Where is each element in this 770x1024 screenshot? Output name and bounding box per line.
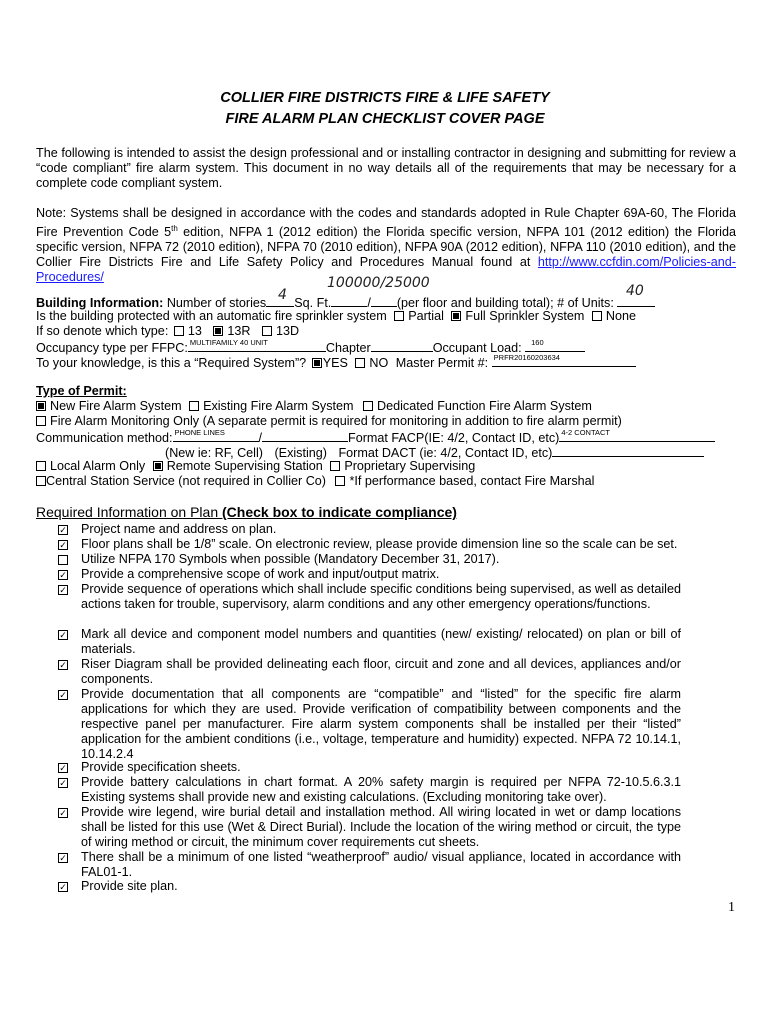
- occupancy-value: MULTIFAMILY 40 UNIT: [189, 338, 268, 347]
- required-info-item: Utilize NFPA 170 Symbols when possible (Mandatory December 31, 2017).: [81, 552, 500, 566]
- communication-method-label: Communication method:: [36, 431, 173, 445]
- master-permit-field[interactable]: [492, 354, 636, 367]
- performance-based-label: *If performance based, contact Fire Marshal: [349, 474, 595, 488]
- local-alarm-checkbox[interactable]: [36, 461, 46, 471]
- stories-field[interactable]: [266, 294, 294, 307]
- sprinkler-question: Is the building protected with an automatic fire sprinkler system: [36, 309, 387, 323]
- document-title-line1: COLLIER FIRE DISTRICTS FIRE & LIFE SAFETY: [220, 90, 550, 106]
- type-13r-label: 13R: [227, 324, 251, 338]
- communication-method-value: PHONE LINES: [174, 428, 225, 437]
- note-superscript: th: [171, 224, 178, 233]
- required-info-item: Provide battery calculations in chart format. A 20% safety margin is required per NFPA 72-10.5.6.3.1 Existing systems shall provide new and existing calculations. (Excluding monitoring take over).: [81, 775, 681, 804]
- chapter-field[interactable]: [371, 339, 433, 352]
- master-permit-value: PRFR20160203634: [493, 353, 560, 362]
- communication-separator: /: [258, 431, 262, 445]
- sprinkler-line: [36, 309, 636, 324]
- required-info-item: Mark all device and component model numbers and quantities (new/ existing/ relocated) on plan or bill of materials.: [81, 627, 681, 656]
- occupant-load-value: 160: [531, 338, 544, 347]
- dedicated-function-checkbox[interactable]: [363, 401, 373, 411]
- compliance-checkbox[interactable]: ✓: [59, 690, 67, 700]
- required-system-question: To your knowledge, is this a “Required System”?: [36, 356, 307, 370]
- sqft-label: Sq. Ft.: [294, 296, 332, 310]
- units-field[interactable]: [617, 294, 655, 307]
- yes-checkbox[interactable]: [312, 358, 322, 368]
- central-station-label: Central Station Service (not required in Collier Co): [46, 474, 326, 488]
- existing-paren-label: (Existing): [274, 446, 327, 460]
- type-13-label: 13: [187, 324, 202, 338]
- monitoring-only-label: Fire Alarm Monitoring Only (A separate permit is required for monitoring in addition to fire alarm permit): [50, 414, 622, 428]
- performance-based-checkbox[interactable]: [335, 476, 345, 486]
- required-info-item: Provide sequence of operations which shall include specific conditions being supervised, as well as detailed actions taken for trouble, supervisory, alarm conditions and any other emergency operations/functions.: [81, 582, 681, 611]
- communication-existing-field[interactable]: [262, 429, 348, 442]
- none-checkbox[interactable]: [592, 311, 602, 321]
- permit-type-heading: Type of Permit:: [36, 384, 127, 398]
- existing-system-label: Existing Fire Alarm System: [203, 399, 354, 413]
- new-system-label: New Fire Alarm System: [50, 399, 182, 413]
- no-checkbox[interactable]: [355, 358, 365, 368]
- full-sprinkler-label: Full Sprinkler System: [465, 309, 585, 323]
- permit-type-line1: [36, 399, 592, 414]
- sqft-separator: /: [367, 296, 371, 310]
- remote-supervising-label: Remote Supervising Station: [166, 459, 323, 473]
- policies-link[interactable]: http://www.ccfdin.com/Policies-and-Procedures/: [36, 255, 736, 285]
- format-dact-field[interactable]: [552, 444, 704, 457]
- document-title-line2: FIRE ALARM PLAN CHECKLIST COVER PAGE: [225, 111, 545, 127]
- handwritten-stories: 4: [278, 287, 287, 303]
- compliance-checkbox[interactable]: ✓: [59, 763, 67, 773]
- local-alarm-label: Local Alarm Only: [50, 459, 146, 473]
- required-info-item: Provide a comprehensive scope of work and input/output matrix.: [81, 567, 440, 581]
- required-system-line: [36, 354, 636, 371]
- permit-type-line2: [36, 414, 622, 429]
- none-label: None: [605, 309, 636, 323]
- compliance-checkbox[interactable]: ✓: [59, 660, 67, 670]
- compliance-checkbox[interactable]: ✓: [59, 540, 67, 550]
- partial-checkbox[interactable]: [394, 311, 404, 321]
- central-station-line: [36, 474, 594, 489]
- note-text-a: Note: Systems shall be designed in accordance with the codes and standards adopted in Rule Chapter 69A-60, The Florida Fire Prevention Code 5: [36, 206, 736, 240]
- units-label: (per floor and building total); # of Units:: [396, 296, 614, 310]
- occupancy-label: Occupancy type per FFPC:: [36, 341, 188, 355]
- communication-new-field[interactable]: [173, 429, 259, 442]
- no-label: NO: [369, 356, 389, 370]
- required-info-item: Provide site plan.: [81, 879, 178, 893]
- required-info-item: Provide specification sheets.: [81, 760, 241, 774]
- occupant-load-label: Occupant Load:: [432, 341, 522, 355]
- chapter-label: Chapter: [325, 341, 371, 355]
- dedicated-function-label: Dedicated Function Fire Alarm System: [377, 399, 592, 413]
- required-info-item: Provide documentation that all components are “compatible” and “listed” for the specific fire alarm applications for which they are used. Provide verification of compatibility between components and the respective panel per manufacturer. Fire alarm system components shall be installed per their “listed” application for the ambient conditions (i.e., voltage, temperature and humidity) expected. NFPA 72 10.14.1, 10.14.2.4: [81, 687, 681, 761]
- sqft-floor-field[interactable]: [331, 294, 367, 307]
- master-permit-label: Master Permit #:: [395, 356, 489, 370]
- type-13-checkbox[interactable]: [174, 326, 184, 336]
- page-number: 1: [728, 900, 735, 915]
- monitoring-only-checkbox[interactable]: [36, 416, 46, 426]
- compliance-checkbox[interactable]: ✓: [59, 808, 67, 818]
- required-info-item: Floor plans shall be 1/8” scale. On electronic review, please provide dimension line so the scale can be set.: [81, 537, 678, 551]
- note-paragraph: [36, 206, 736, 285]
- full-sprinkler-checkbox[interactable]: [451, 311, 461, 321]
- occupancy-field[interactable]: [188, 339, 326, 352]
- required-info-item: Project name and address on plan.: [81, 522, 277, 536]
- new-ie-label: (New ie: RF, Cell): [165, 446, 263, 460]
- supervision-line: [36, 459, 475, 474]
- handwritten-units: 40: [626, 283, 644, 299]
- format-dact-label: Format DACT (ie: 4/2, Contact ID, etc): [338, 446, 553, 460]
- yes-label: YES: [322, 356, 348, 370]
- existing-system-checkbox[interactable]: [189, 401, 199, 411]
- compliance-checkbox[interactable]: ✓: [59, 570, 67, 580]
- format-facp-field[interactable]: [559, 429, 715, 442]
- compliance-checkbox[interactable]: ✓: [59, 882, 67, 892]
- new-system-checkbox[interactable]: [36, 401, 46, 411]
- required-info-heading-text: Required Information on Plan: [36, 504, 222, 520]
- note-text-b: edition, NFPA 1 (2012 edition) the Florida specific version, NFPA 101 (2012 edition) the Florida specific version, NFPA 72 (2010 edition), NFPA 70 (2010 edition), NFPA 90A (2012 edition), NFPA 110 (2010 edition), and the Collier Fire Districts Fire and Life Safety Policy and Procedures Manual found at: [36, 225, 736, 270]
- compliance-checkbox[interactable]: ✓: [59, 525, 67, 535]
- required-info-heading: [36, 505, 457, 520]
- sqft-total-field[interactable]: [371, 294, 397, 307]
- format-facp-label: Format FACP(IE: 4/2, Contact ID, etc): [348, 431, 560, 445]
- intro-paragraph: The following is intended to assist the design professional and or installing contractor in designing and submitting for review a “code compliant” fire alarm system. This document in no way details all of the requirements that may be necessary for a complete code compliant system.: [36, 146, 736, 190]
- proprietary-label: Proprietary Supervising: [344, 459, 476, 473]
- compliance-checkbox[interactable]: [58, 555, 68, 565]
- handwritten-sqft: 100000/25000: [327, 275, 430, 291]
- central-station-checkbox[interactable]: [36, 476, 46, 486]
- compliance-checkbox[interactable]: ✓: [59, 853, 67, 863]
- format-facp-value: 4-2 CONTACT: [561, 428, 610, 437]
- remote-supervising-checkbox[interactable]: [153, 461, 163, 471]
- required-info-item: There shall be a minimum of one listed “weatherproof” audio/ visual appliance, located in accordance with FAL01-1.: [81, 850, 681, 879]
- required-info-item: Provide wire legend, wire burial detail and installation method. All wiring located in wet or damp locations shall be listed for this use (Wet & Direct Burial). Include the location of the wiring method or circuit, the type of wiring method or circuit, the minimum cover requirements cut sheets.: [81, 805, 681, 849]
- proprietary-checkbox[interactable]: [330, 461, 340, 471]
- compliance-checkbox[interactable]: ✓: [59, 630, 67, 640]
- building-info-label: Building Information:: [36, 296, 164, 310]
- denote-label: If so denote which type:: [36, 324, 169, 338]
- required-info-item: Riser Diagram shall be provided delineating each floor, circuit and zone and all devices, appliances and/or components.: [81, 657, 681, 686]
- compliance-checkbox[interactable]: ✓: [59, 585, 67, 595]
- type-13d-label: 13D: [275, 324, 300, 338]
- compliance-checkbox[interactable]: ✓: [59, 778, 67, 788]
- partial-label: Partial: [408, 309, 444, 323]
- stories-label: Number of stories: [163, 296, 267, 310]
- required-info-heading-bold: (Check box to indicate compliance): [222, 504, 457, 520]
